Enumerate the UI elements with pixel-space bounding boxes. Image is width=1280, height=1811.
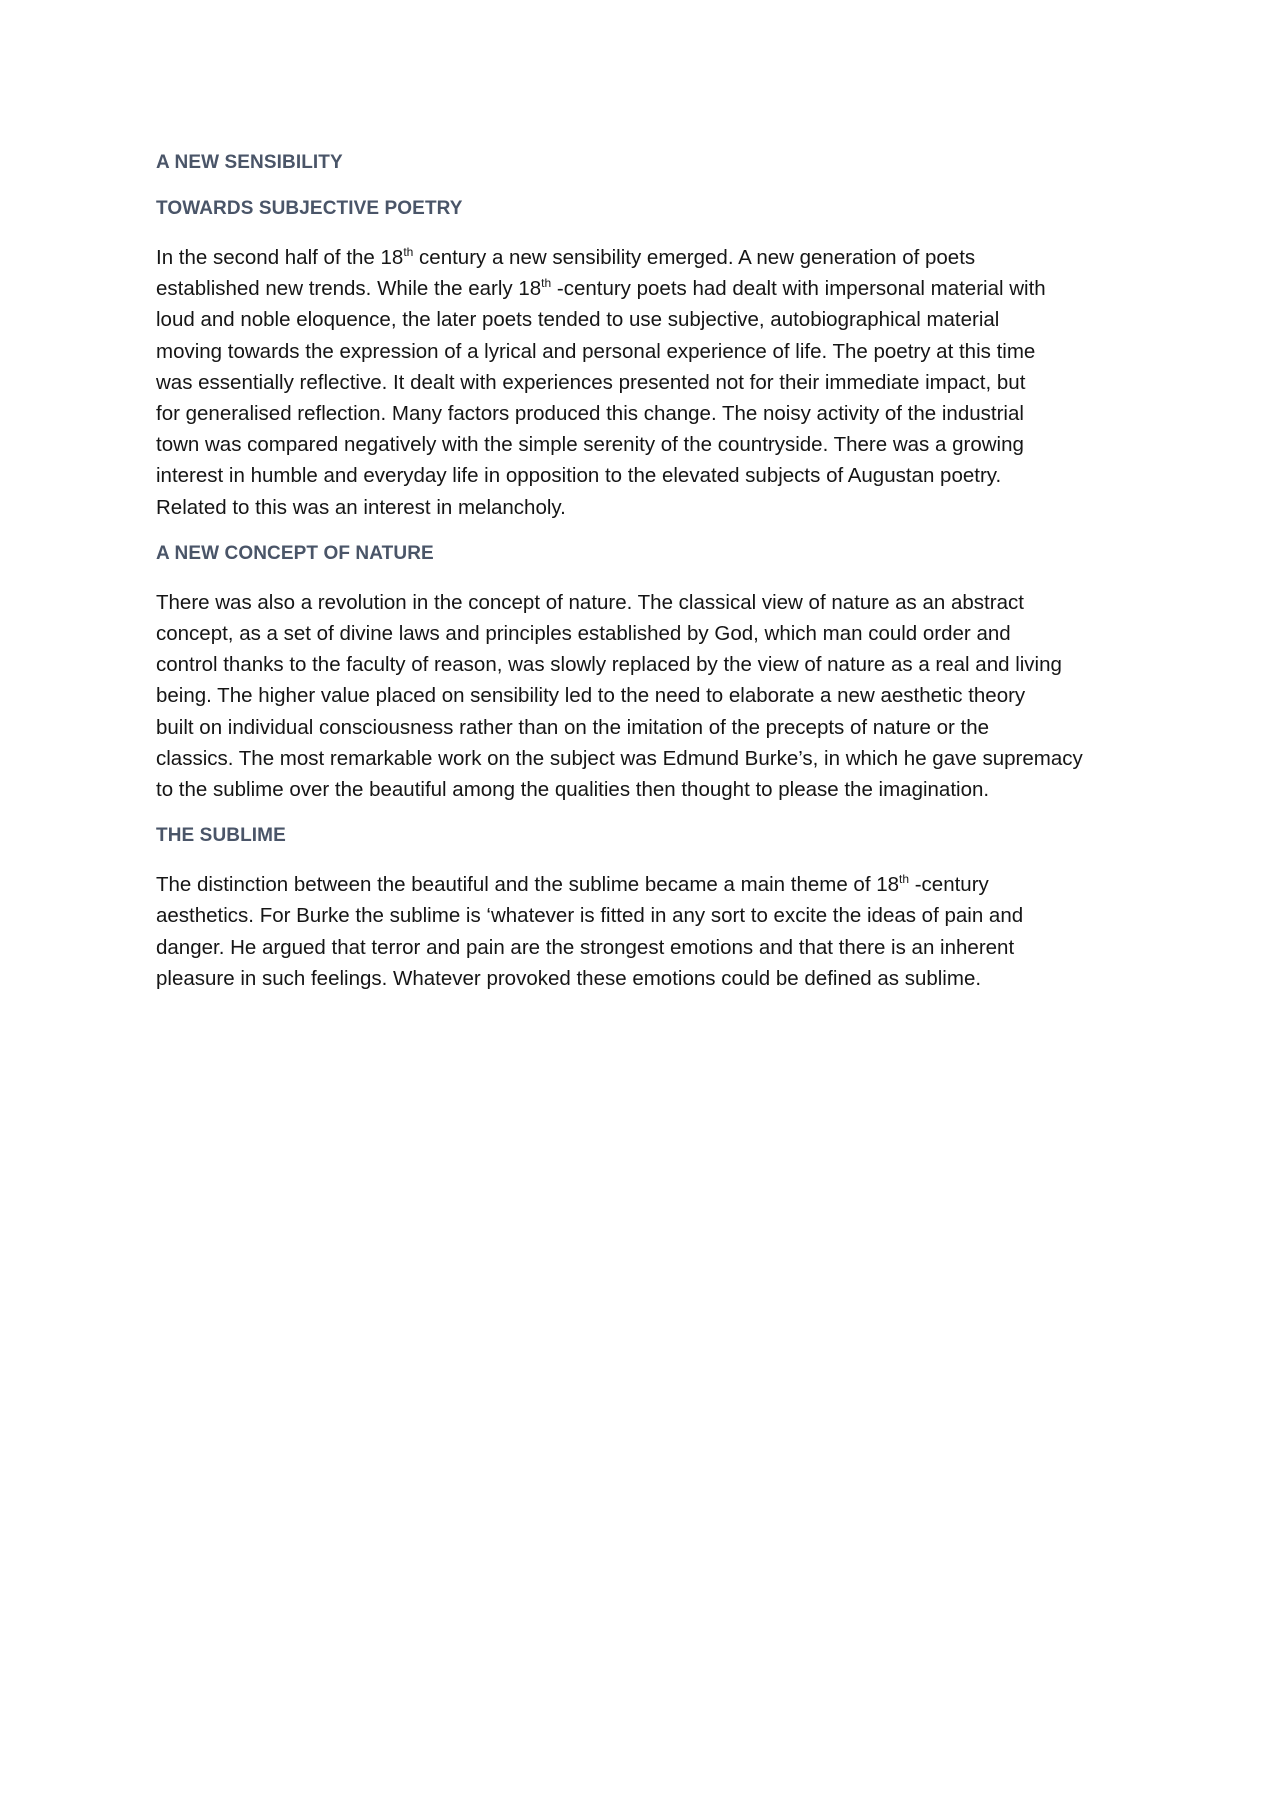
text-line: pleasure in such feelings. Whatever provoked these emotions could be defined as sublime. [156, 966, 982, 990]
heading-towards-subjective-poetry: TOWARDS SUBJECTIVE POETRY [156, 198, 463, 219]
document-page [156, 150, 1136, 1012]
heading-a-new-concept-of-nature: A NEW CONCEPT OF NATURE [156, 542, 434, 564]
text-line: classics. The most remarkable work on the subject was Edmund Burke’s, in which he gave supremacy [156, 746, 1083, 770]
text-line: built on individual consciousness rather than on the imitation of the precepts of nature or the [156, 715, 990, 739]
text-line: aesthetics. For Burke the sublime is ‘whatever is fitted in any sort to excite the ideas of pain and [156, 904, 1024, 928]
text-line: danger. He argued that terror and pain are the strongest emotions and that there is an inherent [156, 935, 1015, 959]
heading-the-sublime: THE SUBLIME [156, 825, 286, 847]
text-line: town was compared negatively with the simple serenity of the countryside. There was a growing [156, 433, 1024, 457]
text-line: In the second half of the 18th century a new sensibility emerged. A new generation of poets [156, 245, 976, 269]
text-line: There was also a revolution in the concept of nature. The classical view of nature as an abstract [156, 590, 1024, 614]
paragraph-the-sublime [156, 869, 1136, 994]
text-line: to the sublime over the beautiful among the qualities then thought to please the imagination. [156, 778, 990, 802]
text-line: Related to this was an interest in melancholy. [156, 495, 566, 519]
text-line: was essentially reflective. It dealt with experiences presented not for their immediate impact, but [156, 370, 1026, 394]
text-line: control thanks to the faculty of reason, was slowly replaced by the view of nature as a real and living [156, 653, 1062, 677]
text-line: established new trends. While the early 18th -century poets had dealt with impersonal material with [156, 276, 1046, 301]
text-line: The distinction between the beautiful and the sublime became a main theme of 18th -century [156, 872, 989, 897]
text-line: interest in humble and everyday life in opposition to the elevated subjects of Augustan poetry. [156, 464, 1002, 488]
text-line: concept, as a set of divine laws and principles established by God, which man could order and [156, 622, 1011, 646]
text-line: for generalised reflection. Many factors produced this change. The noisy activity of the industrial [156, 402, 1024, 426]
heading-a-new-sensibility: A NEW SENSIBILITY [156, 152, 343, 173]
paragraph-concept-of-nature [156, 587, 1136, 805]
text-line: being. The higher value placed on sensibility led to the need to elaborate a new aesthetic theory [156, 684, 1026, 708]
text-line: moving towards the expression of a lyrical and personal experience of life. The poetry at this time [156, 339, 1036, 363]
text-line: loud and noble eloquence, the later poets tended to use subjective, autobiographical material [156, 308, 1000, 332]
paragraph-subjective-poetry [156, 242, 1136, 523]
